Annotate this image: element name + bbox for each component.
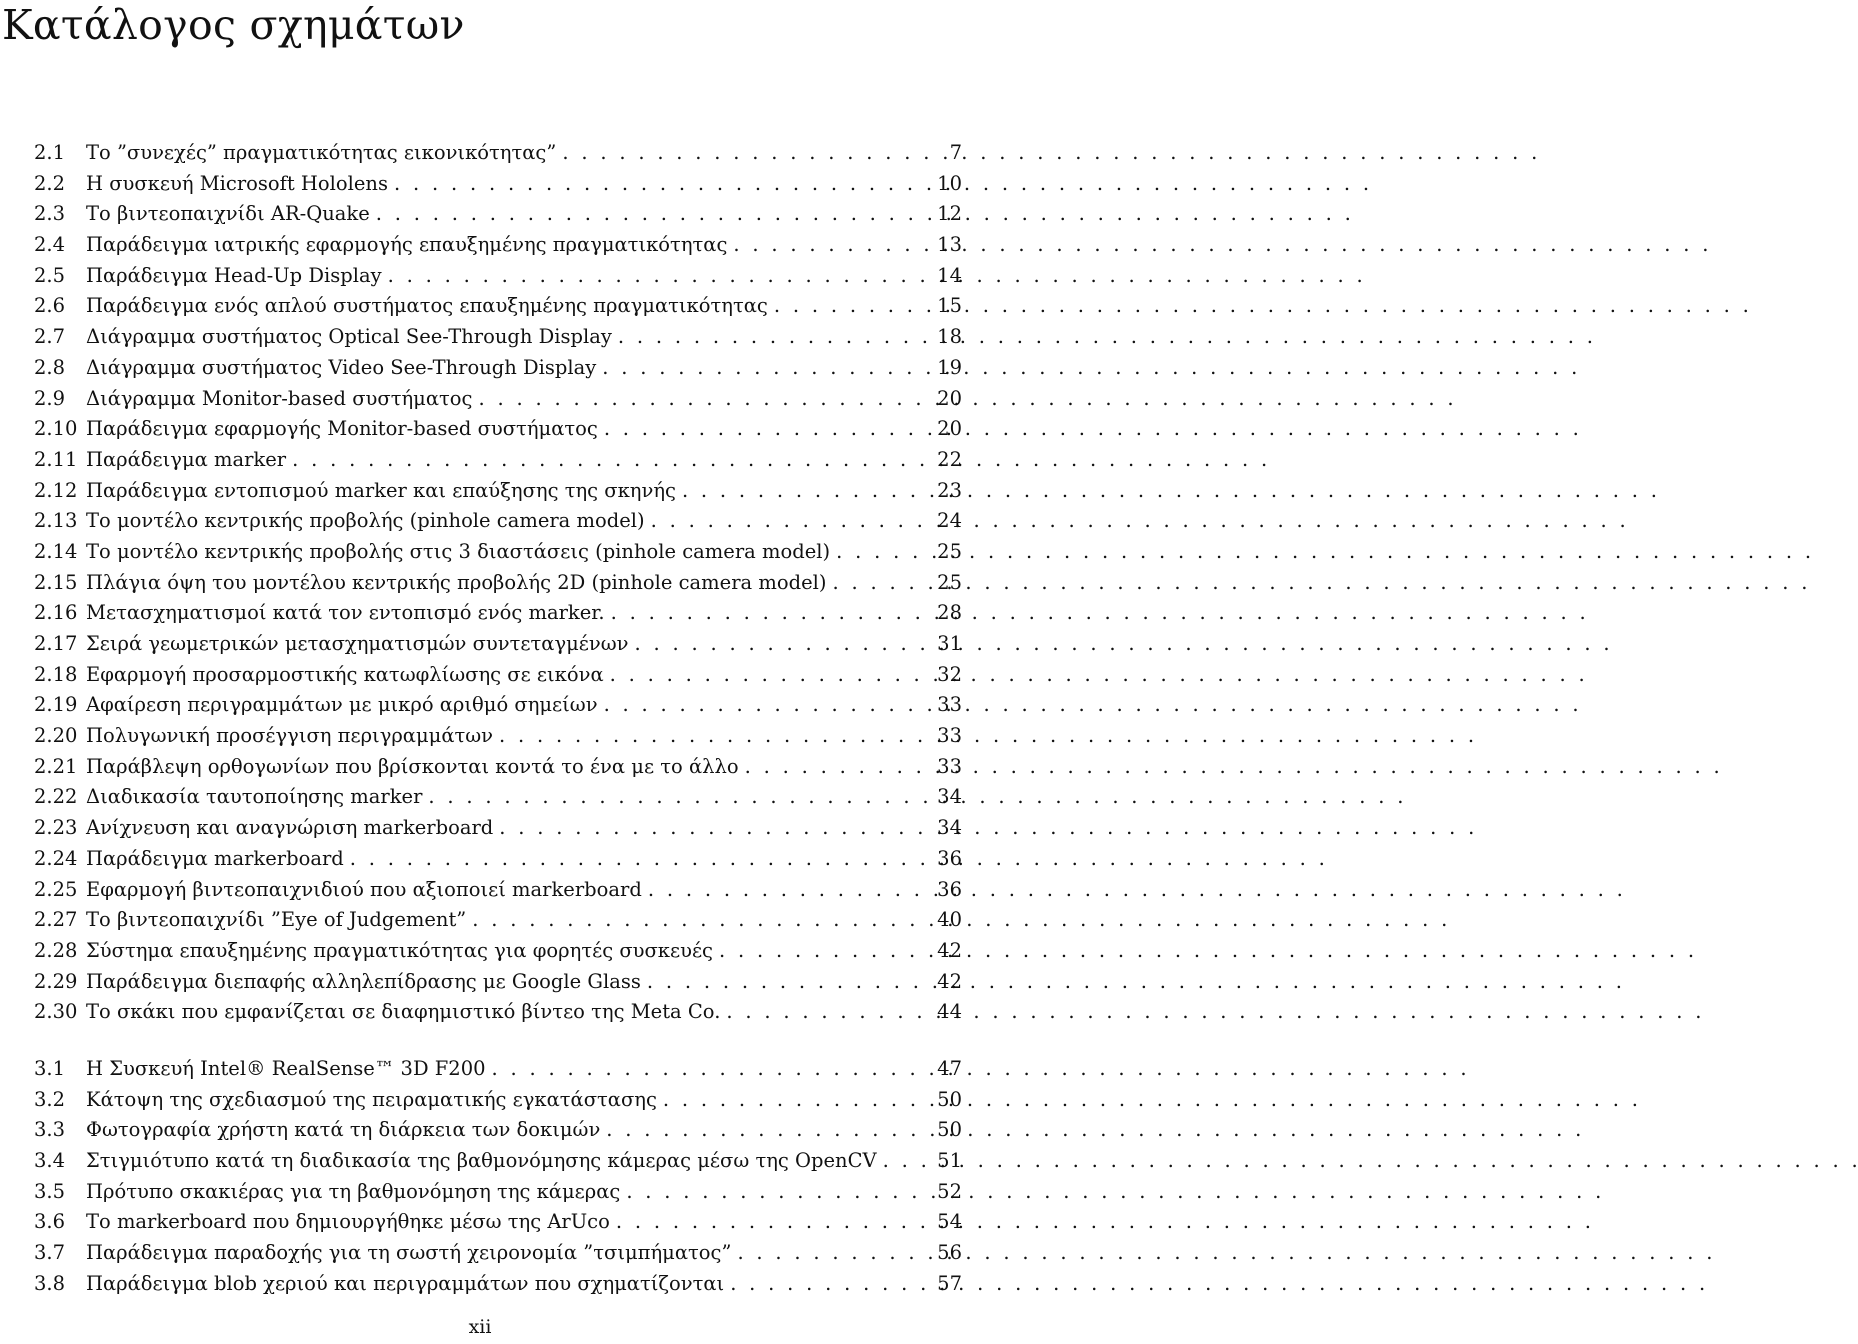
page-number: 33 (937, 724, 962, 748)
figure-number: 2.17 (34, 632, 78, 655)
dot-leader (830, 537, 912, 568)
figure-caption: Πρότυπο σκακιέρας για τη βαθμονόμηση της κάμερας (86, 1179, 621, 1203)
figure-caption: Σύστημα επαυξημένης πραγματικότητας για φορητές συσκευές (86, 938, 713, 962)
dot-leader (610, 1207, 912, 1238)
toc-entry[interactable] (34, 291, 962, 322)
dot-leader (596, 353, 912, 384)
figure-number: 2.19 (34, 693, 78, 717)
figure-caption: Το βιντεοπαιχνίδι ”Eye of Judgement” (86, 908, 467, 932)
figure-number: 2.18 (34, 662, 78, 686)
page-number: 34 (937, 785, 962, 809)
figure-caption: Παράδειγμα παραδοχής για τη σωστή χειρονομία ”τσιμπήματος” (86, 1241, 732, 1265)
figure-number: 2.24 (34, 846, 78, 870)
page-number: 13 (937, 233, 962, 257)
page-number: 42 (937, 938, 962, 962)
figure-number: 2.23 (34, 816, 78, 840)
figure-caption: Η συσκευή Microsoft Hololens (86, 171, 388, 195)
figure-number: 2.16 (34, 601, 78, 625)
dot-leader (826, 568, 912, 599)
dot-leader (370, 199, 912, 230)
page-number: 33 (937, 754, 962, 778)
dot-leader (286, 445, 912, 476)
dot-leader (472, 384, 912, 415)
toc-entry[interactable] (34, 1269, 962, 1300)
toc-entry[interactable] (34, 568, 962, 599)
toc-entry[interactable] (34, 752, 962, 783)
figure-number: 2.22 (34, 785, 78, 809)
toc-entry[interactable] (34, 1146, 962, 1177)
figure-caption: Αφαίρεση περιγραμμάτων με μικρό αριθμό σημείων (86, 693, 598, 717)
toc-entry[interactable] (34, 537, 962, 568)
figure-number: 2.12 (34, 478, 78, 502)
toc-entry[interactable] (34, 936, 962, 967)
dot-leader (731, 1238, 912, 1269)
toc-entry[interactable] (34, 782, 962, 813)
toc-entry[interactable] (34, 199, 962, 230)
page-number: 20 (937, 417, 962, 441)
dot-leader (600, 1115, 912, 1146)
page-number: 57 (937, 1271, 962, 1295)
toc-entry[interactable] (34, 261, 962, 292)
page-number: 12 (937, 202, 962, 226)
figure-caption: Εφαρμογή βιντεοπαιχνιδιού που αξιοποιεί markerboard (86, 877, 642, 901)
dot-leader (768, 291, 912, 322)
figure-number: 2.1 (34, 141, 66, 164)
figure-number: 2.3 (34, 202, 66, 226)
figure-number: 2.10 (34, 417, 78, 441)
dot-leader (724, 1269, 912, 1300)
page-number: 28 (937, 601, 962, 625)
figure-caption: Το βιντεοπαιχνίδι AR-Quake (86, 202, 370, 226)
figure-caption: Πολυγωνική προσέγγιση περιγραμμάτων (86, 724, 494, 748)
figure-number: 2.21 (34, 754, 78, 778)
toc-entry[interactable] (34, 138, 962, 169)
figure-caption: Σειρά γεωμετρικών μετασχηματισμών συντεταγμένων (86, 632, 629, 655)
figure-number: 3.6 (34, 1210, 66, 1234)
dot-leader (727, 230, 912, 261)
page-number: 22 (937, 447, 962, 471)
figure-caption: Το ”συνεχές” πραγματικότητας εικονικότητας” (86, 141, 557, 164)
dot-leader (642, 875, 912, 906)
dot-leader (466, 905, 912, 936)
figure-number: 3.3 (34, 1118, 66, 1142)
figure-number: 3.1 (34, 1057, 66, 1080)
figure-number: 2.20 (34, 724, 78, 748)
toc-entry[interactable] (34, 384, 962, 415)
figure-caption: Διαδικασία ταυτοποίησης marker (86, 785, 423, 809)
page-number-footer: xii (468, 1316, 492, 1338)
toc-entry[interactable] (34, 875, 962, 906)
figure-number: 2.11 (34, 447, 78, 471)
figure-number: 2.28 (34, 938, 78, 962)
page-number: 23 (937, 478, 962, 502)
page-number: 44 (937, 1000, 962, 1024)
figure-number: 2.5 (34, 263, 66, 287)
page-number: 36 (937, 877, 962, 901)
page-number: 52 (937, 1179, 962, 1203)
dot-leader (604, 660, 912, 691)
page-number: 40 (937, 908, 962, 932)
toc-entry[interactable] (34, 1085, 962, 1116)
toc-entry[interactable] (34, 169, 962, 200)
toc-entry[interactable] (34, 905, 962, 936)
figure-caption: Παράδειγμα εφαρμογής Monitor-based συστήματος (86, 417, 598, 441)
page-number: 32 (937, 662, 962, 686)
figure-caption: Το μοντέλο κεντρικής προβολής (pinhole camera model) (86, 509, 645, 533)
page-number: 47 (937, 1057, 962, 1080)
dot-leader (344, 844, 912, 875)
figure-caption: Διάγραμμα συστήματος Optical See-Through Display (86, 325, 612, 349)
page-number: 33 (937, 693, 962, 717)
page-number: 36 (937, 846, 962, 870)
figure-caption: Παράδειγμα markerboard (86, 846, 344, 870)
toc-entry[interactable] (34, 598, 962, 629)
dot-leader (598, 414, 912, 445)
page-number: 25 (937, 570, 962, 594)
figure-caption: Το markerboard που δημιουργήθηκε μέσω της ArUco (86, 1210, 610, 1234)
dot-leader (612, 322, 912, 353)
dot-leader (620, 1177, 912, 1208)
toc-entry[interactable] (34, 1177, 962, 1208)
figure-number: 2.4 (34, 233, 66, 257)
dot-leader (556, 138, 912, 169)
toc-entry[interactable] (34, 322, 962, 353)
toc-entry[interactable] (34, 476, 962, 507)
figure-number: 3.7 (34, 1241, 66, 1265)
figure-number: 2.27 (34, 908, 78, 932)
page-number: 24 (937, 509, 962, 533)
page-number: 51 (937, 1149, 962, 1173)
figure-number: 2.6 (34, 294, 66, 318)
toc-entry[interactable] (34, 353, 962, 384)
toc-entry[interactable] (34, 813, 962, 844)
toc-entry[interactable] (34, 1054, 962, 1085)
dot-leader (486, 1054, 912, 1085)
dot-leader (605, 598, 912, 629)
page-number: 34 (937, 816, 962, 840)
dot-leader (720, 997, 912, 1028)
page-number: 20 (937, 386, 962, 410)
figure-number: 2.15 (34, 570, 78, 594)
toc-entry[interactable] (34, 1115, 962, 1146)
figure-list-chapter-3 (34, 1054, 962, 1300)
page-number: 42 (937, 969, 962, 993)
figure-caption: Το σκάκι που εμφανίζεται σε διαφημιστικό βίντεο της Meta Co. (86, 1000, 721, 1024)
figure-number: 2.7 (34, 325, 66, 349)
toc-entry[interactable] (34, 1238, 962, 1269)
dot-leader (629, 629, 913, 660)
figure-caption: Παράδειγμα Head-Up Display (86, 263, 382, 287)
page-number: 15 (937, 294, 962, 318)
dot-leader (422, 782, 912, 813)
figure-number: 2.8 (34, 355, 66, 379)
figure-number: 2.14 (34, 539, 78, 563)
toc-entry[interactable] (34, 629, 962, 660)
page-number: 25 (937, 539, 962, 563)
toc-entry[interactable] (34, 721, 962, 752)
figure-number: 2.25 (34, 877, 78, 901)
figure-number: 3.8 (34, 1271, 66, 1295)
toc-entry[interactable] (34, 660, 962, 691)
page-number: 19 (937, 355, 962, 379)
toc-entry[interactable] (34, 506, 962, 537)
figure-number: 2.2 (34, 171, 66, 195)
figure-number: 2.29 (34, 969, 78, 993)
figure-number: 2.13 (34, 509, 78, 533)
figure-caption: Η Συσκευή Intel® RealSense™ 3D F200 (86, 1057, 486, 1080)
figure-caption: Παράδειγμα ιατρικής εφαρμογής επαυξημένης πραγματικότητας (86, 233, 728, 257)
figure-number: 3.2 (34, 1087, 66, 1111)
figure-caption: Διάγραμμα συστήματος Video See-Through Display (86, 355, 597, 379)
figure-number: 2.30 (34, 1000, 78, 1024)
dot-leader (493, 721, 912, 752)
figure-caption: Παράβλεψη ορθογωνίων που βρίσκονται κοντά το ένα με το άλλο (86, 754, 739, 778)
figure-number: 3.5 (34, 1179, 66, 1203)
page-number: 10 (937, 171, 962, 195)
toc-entry[interactable] (34, 445, 962, 476)
figure-caption: Παράδειγμα διεπαφής αλληλεπίδρασης με Google Glass (86, 969, 641, 993)
figure-caption: Ανίχνευση και αναγνώριση markerboard (86, 816, 494, 840)
figure-caption: Παράδειγμα marker (86, 447, 287, 471)
figure-caption: Διάγραμμα Monitor-based συστήματος (86, 386, 473, 410)
figure-caption: Παράδειγμα ενός απλού συστήματος επαυξημένης πραγματικότητας (86, 294, 768, 318)
toc-entry[interactable] (34, 414, 962, 445)
toc-entry[interactable] (34, 690, 962, 721)
figure-caption: Το μοντέλο κεντρικής προβολής στις 3 διαστάσεις (pinhole camera model) (86, 539, 831, 563)
page-number: 14 (937, 263, 962, 287)
dot-leader (382, 261, 912, 292)
dot-leader (641, 967, 912, 998)
figure-caption: Παράδειγμα blob χεριού και περιγραμμάτων που σχηματίζονται (86, 1271, 725, 1295)
dot-leader (739, 752, 912, 783)
figure-caption: Στιγμιότυπο κατά τη διαδικασία της βαθμονόμησης κάμερας μέσω της OpenCV (86, 1149, 877, 1173)
dot-leader (493, 813, 912, 844)
page-number: 56 (937, 1241, 962, 1265)
figure-number: 3.4 (34, 1149, 66, 1173)
page-number: 31 (937, 632, 962, 655)
toc-entry[interactable] (34, 844, 962, 875)
dot-leader (676, 476, 912, 507)
toc-entry[interactable] (34, 997, 962, 1028)
figure-caption: Κάτοψη της σχεδιασμού της πειραματικής εγκατάστασης (86, 1087, 657, 1111)
figure-caption: Φωτογραφία χρήστη κατά τη διάρκεια των δοκιμών (86, 1118, 601, 1142)
toc-entry[interactable] (34, 1207, 962, 1238)
page-number: 18 (937, 325, 962, 349)
figure-caption: Μετασχηματισμοί κατά τον εντοπισμό ενός marker. (86, 601, 605, 625)
page-title: Κατάλογος σχημάτων (2, 1, 465, 49)
dot-leader (877, 1146, 912, 1177)
toc-entry[interactable] (34, 230, 962, 261)
figure-caption: Πλάγια όψη του μοντέλου κεντρικής προβολής 2D (pinhole camera model) (86, 570, 827, 594)
page-number: 54 (937, 1210, 962, 1234)
figure-number: 2.9 (34, 386, 66, 410)
toc-entry[interactable] (34, 967, 962, 998)
dot-leader (657, 1085, 912, 1116)
figure-caption: Παράδειγμα εντοπισμού marker και επαύξησης της σκηνής (86, 478, 676, 502)
dot-leader (645, 506, 912, 537)
figure-list-chapter-2 (34, 138, 962, 1028)
page-number: 7 (949, 141, 962, 164)
page-number: 50 (937, 1118, 962, 1142)
figure-caption: Εφαρμογή προσαρμοστικής κατωφλίωσης σε εικόνα (86, 662, 604, 686)
dot-leader (388, 169, 912, 200)
dot-leader (713, 936, 912, 967)
dot-leader (598, 690, 912, 721)
page-number: 50 (937, 1087, 962, 1111)
